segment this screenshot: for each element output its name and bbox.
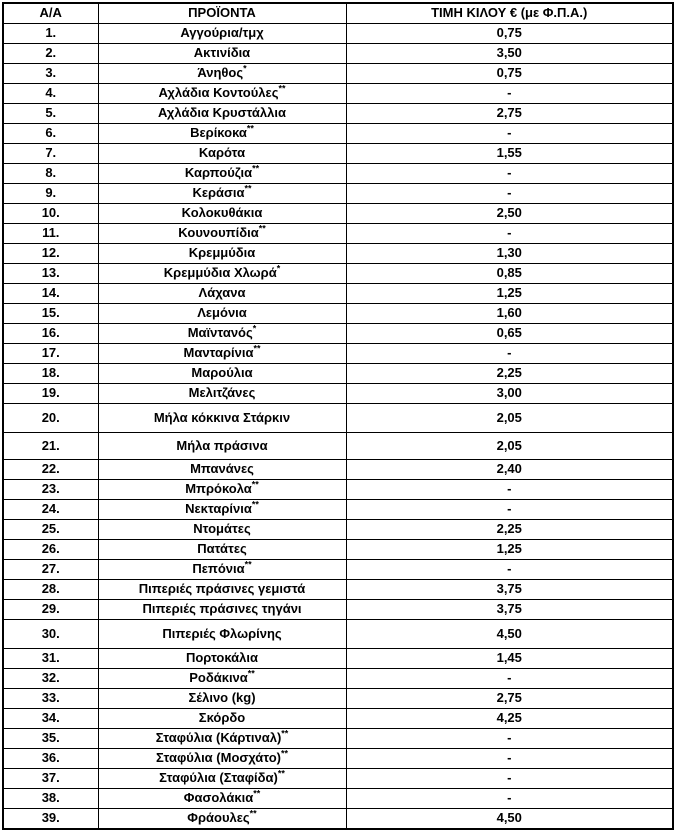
row-number-cell: 25. <box>3 520 98 540</box>
product-name: Πεπόνια <box>192 561 245 577</box>
product-cell <box>98 124 346 144</box>
row-number-cell: 22. <box>3 460 98 480</box>
row-number-cell: 28. <box>3 580 98 600</box>
price-cell: 0,75 <box>346 64 673 84</box>
price-cell: - <box>346 729 673 749</box>
row-number-cell: 11. <box>3 224 98 244</box>
product-name: Καρπούζια <box>184 165 253 181</box>
price-cell: 2,05 <box>346 433 673 460</box>
product-cell <box>98 184 346 204</box>
table-row <box>3 344 673 364</box>
product-cell <box>98 689 346 709</box>
table-row <box>3 729 673 749</box>
product-name: Κουνουπίδια <box>178 225 259 241</box>
row-number-cell: 29. <box>3 600 98 620</box>
product-cell <box>98 709 346 729</box>
product-name: Αχλάδια Κρυστάλλια <box>158 105 286 121</box>
price-cell: 1,25 <box>346 540 673 560</box>
asterisk-note: ** <box>251 499 259 510</box>
product-cell <box>98 24 346 44</box>
price-cell: 1,60 <box>346 304 673 324</box>
table-row <box>3 689 673 709</box>
product-name: Πατάτες <box>197 541 247 557</box>
row-number-cell: 23. <box>3 480 98 500</box>
row-number-cell: 13. <box>3 264 98 284</box>
price-cell: - <box>346 669 673 689</box>
product-cell <box>98 244 346 264</box>
product-cell <box>98 600 346 620</box>
product-name: Καρότα <box>198 145 246 161</box>
table-row <box>3 324 673 344</box>
row-number-cell: 7. <box>3 144 98 164</box>
product-name: Μελιτζάνες <box>188 385 256 401</box>
price-cell: 0,75 <box>346 24 673 44</box>
price-cell: - <box>346 184 673 204</box>
row-number-cell: 8. <box>3 164 98 184</box>
product-name: Κρεμμύδια <box>188 245 256 261</box>
table-body <box>3 24 673 830</box>
table-row <box>3 560 673 580</box>
price-cell: - <box>346 344 673 364</box>
product-name: Αγγούρια/τμχ <box>180 25 264 41</box>
product-name: Κεράσια <box>192 185 245 201</box>
product-cell <box>98 64 346 84</box>
header-row <box>3 3 673 24</box>
price-cell: 4,25 <box>346 709 673 729</box>
table-row <box>3 44 673 64</box>
product-name: Μπανάνες <box>190 461 254 477</box>
row-number-cell: 38. <box>3 789 98 809</box>
row-number-cell: 15. <box>3 304 98 324</box>
row-number-cell: 30. <box>3 620 98 649</box>
product-name: Πιπεριές Φλωρίνης <box>162 625 282 641</box>
row-number-cell: 4. <box>3 84 98 104</box>
product-name: Άνηθος <box>197 65 244 81</box>
row-number-cell: 36. <box>3 749 98 769</box>
product-name: Αχλάδια Κοντούλες <box>158 85 279 101</box>
price-cell: 2,75 <box>346 689 673 709</box>
product-cell <box>98 789 346 809</box>
asterisk-note: ** <box>251 479 259 490</box>
row-number-cell: 32. <box>3 669 98 689</box>
asterisk-note: ** <box>278 83 286 94</box>
price-table <box>2 2 674 830</box>
product-name: Μανταρίνια <box>183 345 254 361</box>
asterisk-note: ** <box>249 808 257 819</box>
asterisk-note: ** <box>281 728 289 739</box>
price-cell: 4,50 <box>346 620 673 649</box>
product-cell <box>98 364 346 384</box>
row-number-cell: 27. <box>3 560 98 580</box>
price-cell: - <box>346 769 673 789</box>
price-cell: - <box>346 789 673 809</box>
row-number-cell: 34. <box>3 709 98 729</box>
table-row <box>3 580 673 600</box>
table-row <box>3 104 673 124</box>
product-name: Σκόρδο <box>198 710 246 726</box>
price-cell: 1,45 <box>346 649 673 669</box>
row-number-cell: 12. <box>3 244 98 264</box>
product-cell <box>98 224 346 244</box>
row-number-cell: 21. <box>3 433 98 460</box>
row-number-cell: 3. <box>3 64 98 84</box>
row-number-cell: 5. <box>3 104 98 124</box>
price-cell: 1,30 <box>346 244 673 264</box>
product-cell <box>98 540 346 560</box>
product-cell <box>98 620 346 649</box>
product-cell <box>98 144 346 164</box>
product-cell <box>98 404 346 433</box>
asterisk-note: * <box>243 63 247 74</box>
row-number-cell: 35. <box>3 729 98 749</box>
product-name: Ροδάκινα <box>189 670 248 686</box>
row-number-cell: 6. <box>3 124 98 144</box>
row-number-cell: 17. <box>3 344 98 364</box>
table-row <box>3 620 673 649</box>
product-cell <box>98 104 346 124</box>
asterisk-note: ** <box>252 163 260 174</box>
table-row <box>3 24 673 44</box>
asterisk-note: ** <box>244 183 252 194</box>
price-cell: - <box>346 164 673 184</box>
table-row <box>3 520 673 540</box>
product-name: Φράουλες <box>187 810 250 826</box>
product-cell <box>98 284 346 304</box>
table-row <box>3 144 673 164</box>
row-number-cell: 10. <box>3 204 98 224</box>
table-row <box>3 769 673 789</box>
price-cell: - <box>346 84 673 104</box>
row-number-cell: 39. <box>3 809 98 830</box>
product-name: Πορτοκάλια <box>185 650 259 666</box>
product-cell <box>98 433 346 460</box>
row-number-cell: 20. <box>3 404 98 433</box>
product-name: Νεκταρίνια <box>185 501 252 517</box>
product-name: Ακτινίδια <box>193 45 251 61</box>
product-name: Βερίκοκα <box>190 125 247 141</box>
table-row <box>3 433 673 460</box>
product-cell <box>98 520 346 540</box>
table-row <box>3 164 673 184</box>
price-cell: 3,50 <box>346 44 673 64</box>
product-name: Σταφύλια (Μοσχάτο) <box>155 750 281 766</box>
table-row <box>3 364 673 384</box>
product-cell <box>98 84 346 104</box>
price-cell: 2,25 <box>346 364 673 384</box>
table-row <box>3 649 673 669</box>
product-cell <box>98 769 346 789</box>
row-number-cell: 14. <box>3 284 98 304</box>
product-name: Μπρόκολα <box>185 481 252 497</box>
price-cell: 2,05 <box>346 404 673 433</box>
product-cell <box>98 460 346 480</box>
row-number-cell: 31. <box>3 649 98 669</box>
price-cell: - <box>346 500 673 520</box>
price-cell: - <box>346 560 673 580</box>
table-row <box>3 184 673 204</box>
asterisk-note: ** <box>277 768 285 779</box>
table-row <box>3 600 673 620</box>
price-cell: - <box>346 749 673 769</box>
asterisk-note: ** <box>246 123 254 134</box>
product-cell <box>98 669 346 689</box>
price-cell: 1,25 <box>346 284 673 304</box>
table-row <box>3 749 673 769</box>
product-cell <box>98 560 346 580</box>
product-cell <box>98 729 346 749</box>
price-cell: 2,50 <box>346 204 673 224</box>
product-name: Ντομάτες <box>193 521 251 537</box>
row-number-cell: 19. <box>3 384 98 404</box>
product-cell <box>98 204 346 224</box>
table-row <box>3 64 673 84</box>
table-row <box>3 669 673 689</box>
product-name: Πιπεριές πράσινες γεμιστά <box>138 581 306 597</box>
column-header-price: ΤΙΜΗ ΚΙΛΟΥ € (με Φ.Π.Α.) <box>346 3 673 24</box>
table-row <box>3 244 673 264</box>
product-cell <box>98 649 346 669</box>
product-name: Μήλα κόκκινα Στάρκιν <box>153 409 291 425</box>
table-row <box>3 284 673 304</box>
row-number-cell: 1. <box>3 24 98 44</box>
column-header-index: Α/Α <box>3 3 98 24</box>
table-header <box>3 3 673 24</box>
asterisk-note: ** <box>247 668 255 679</box>
asterisk-note: ** <box>253 343 261 354</box>
table-row <box>3 500 673 520</box>
asterisk-note: ** <box>244 559 252 570</box>
table-row <box>3 124 673 144</box>
product-cell <box>98 580 346 600</box>
product-cell <box>98 44 346 64</box>
table-row <box>3 789 673 809</box>
table-row <box>3 384 673 404</box>
price-cell: - <box>346 480 673 500</box>
product-name: Λεμόνια <box>197 305 247 321</box>
asterisk-note: ** <box>253 788 261 799</box>
product-name: Λάχανα <box>198 285 246 301</box>
row-number-cell: 2. <box>3 44 98 64</box>
product-name: Μαρούλια <box>191 365 253 381</box>
asterisk-note: * <box>252 323 257 334</box>
row-number-cell: 26. <box>3 540 98 560</box>
row-number-cell: 33. <box>3 689 98 709</box>
product-cell <box>98 749 346 769</box>
product-name: Μαϊντανός <box>187 325 253 341</box>
product-cell <box>98 344 346 364</box>
price-cell: - <box>346 224 673 244</box>
row-number-cell: 24. <box>3 500 98 520</box>
table-row <box>3 224 673 244</box>
product-cell <box>98 480 346 500</box>
product-cell <box>98 164 346 184</box>
asterisk-note: ** <box>281 748 289 759</box>
table-row <box>3 204 673 224</box>
product-name: Μήλα πράσινα <box>176 437 268 453</box>
product-name: Φασολάκια <box>183 790 254 806</box>
table-row <box>3 709 673 729</box>
product-name: Σταφύλια (Σταφίδα) <box>159 770 278 786</box>
price-cell: 3,00 <box>346 384 673 404</box>
price-cell: 0,65 <box>346 324 673 344</box>
product-cell <box>98 264 346 284</box>
asterisk-note: ** <box>258 223 266 234</box>
product-cell <box>98 324 346 344</box>
row-number-cell: 37. <box>3 769 98 789</box>
product-name: Κρεμμύδια Χλωρά <box>163 265 277 281</box>
table-row <box>3 460 673 480</box>
price-cell: 1,55 <box>346 144 673 164</box>
product-cell <box>98 384 346 404</box>
price-cell: 4,50 <box>346 809 673 830</box>
product-cell <box>98 304 346 324</box>
price-cell: 3,75 <box>346 600 673 620</box>
price-cell: 3,75 <box>346 580 673 600</box>
row-number-cell: 9. <box>3 184 98 204</box>
table-row <box>3 480 673 500</box>
table-row <box>3 540 673 560</box>
product-name: Κολοκυθάκια <box>181 205 263 221</box>
table-row <box>3 264 673 284</box>
price-cell: 2,25 <box>346 520 673 540</box>
row-number-cell: 18. <box>3 364 98 384</box>
product-name: Σταφύλια (Κάρτιναλ) <box>155 730 282 746</box>
table-row <box>3 404 673 433</box>
price-cell: 0,85 <box>346 264 673 284</box>
table-row <box>3 84 673 104</box>
column-header-products: ΠΡΟΪΟΝΤΑ <box>98 3 346 24</box>
table-row <box>3 304 673 324</box>
price-cell: 2,40 <box>346 460 673 480</box>
product-cell <box>98 500 346 520</box>
price-cell: 2,75 <box>346 104 673 124</box>
product-name: Σέλινο (kg) <box>188 690 256 706</box>
asterisk-note: * <box>276 263 281 274</box>
price-cell: - <box>346 124 673 144</box>
product-name: Πιπεριές πράσινες τηγάνι <box>142 601 302 617</box>
row-number-cell: 16. <box>3 324 98 344</box>
